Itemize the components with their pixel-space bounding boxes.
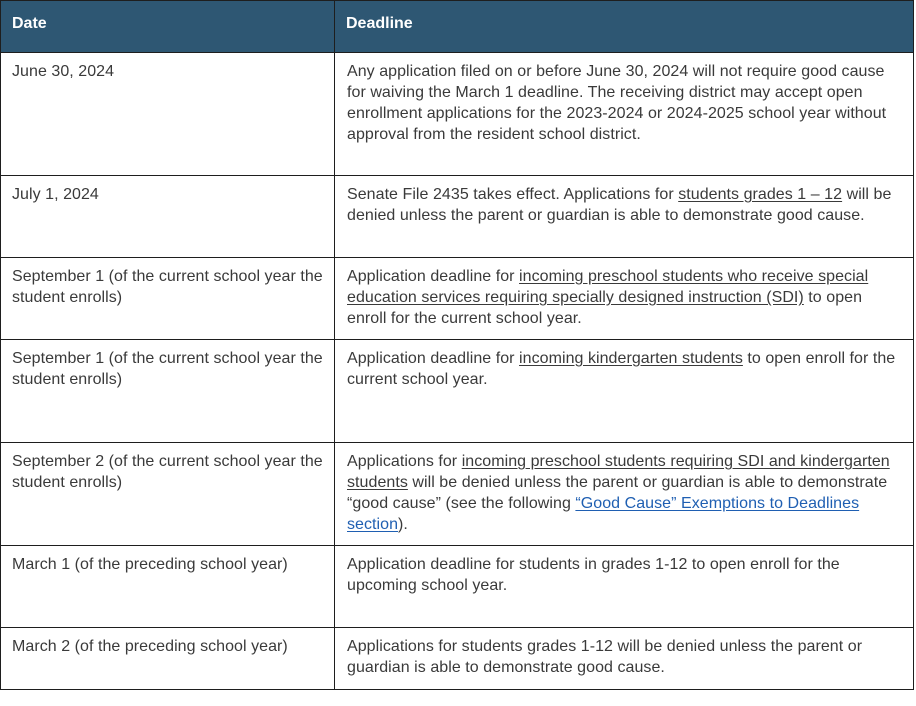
table-header-row xyxy=(1,1,914,53)
deadline-cell: Any application filed on or before June 30, 2024 will not require good cause for waiving the March 1 deadline. The receiving district may accept open enrollment applications for the 2023-2024 or 2024-2025 school year without approval from the resident school district. xyxy=(335,53,914,176)
students-grades-link[interactable]: students grades 1 – 12 xyxy=(678,186,843,203)
table-row xyxy=(1,340,914,443)
kindergarten-link[interactable]: incoming kindergarten students xyxy=(519,350,743,367)
deadline-text: Applications for xyxy=(347,453,462,470)
table-row xyxy=(1,628,914,690)
deadline-text: Application deadline for xyxy=(347,350,520,367)
date-cell: September 2 (of the current school year the student enrolls) xyxy=(1,443,335,546)
date-cell: July 1, 2024 xyxy=(1,176,335,258)
table-row xyxy=(1,258,914,340)
deadline-cell xyxy=(335,340,914,443)
date-cell: March 2 (of the preceding school year) xyxy=(1,628,335,690)
deadline-cell: Applications for students grades 1-12 will be denied unless the parent or guardian is able to demonstrate good cause. xyxy=(335,628,914,690)
deadline-cell xyxy=(335,258,914,340)
preschool-kindergarten-link[interactable]: incoming preschool students requiring SDI and kindergarten students xyxy=(347,453,890,491)
deadline-cell xyxy=(335,443,914,546)
deadline-text: Senate File 2435 takes effect. Applications for xyxy=(347,186,679,203)
deadline-text: Application deadline for xyxy=(347,268,520,285)
deadline-text: will be denied unless the parent or guardian is able to demonstrate “good cause” (see the following xyxy=(347,474,888,512)
deadline-cell: Application deadline for students in grades 1-12 to open enroll for the upcoming school year. xyxy=(335,546,914,628)
preschool-sdi-link[interactable]: incoming preschool students who receive special education services requiring specially designed instruction (SDI) xyxy=(347,268,869,306)
deadline-text: will be denied unless the parent or guardian is able to demonstrate good cause. xyxy=(347,186,892,224)
date-cell: June 30, 2024 xyxy=(1,53,335,176)
table-row xyxy=(1,53,914,176)
table-row xyxy=(1,546,914,628)
table-row xyxy=(1,443,914,546)
deadline-text: to open enroll for the current school year. xyxy=(347,289,863,327)
deadline-text: ). xyxy=(398,516,408,533)
deadline-cell xyxy=(335,176,914,258)
good-cause-exemptions-link[interactable]: “Good Cause” Exemptions to Deadlines section xyxy=(347,495,860,533)
date-cell: September 1 (of the current school year the student enrolls) xyxy=(1,340,335,443)
date-cell: March 1 (of the preceding school year) xyxy=(1,546,335,628)
table-row xyxy=(1,176,914,258)
column-header-date: Date xyxy=(1,1,335,53)
column-header-deadline: Deadline xyxy=(335,1,914,53)
date-cell: September 1 (of the current school year the student enrolls) xyxy=(1,258,335,340)
deadline-text: to open enroll for the current school year. xyxy=(347,350,896,388)
